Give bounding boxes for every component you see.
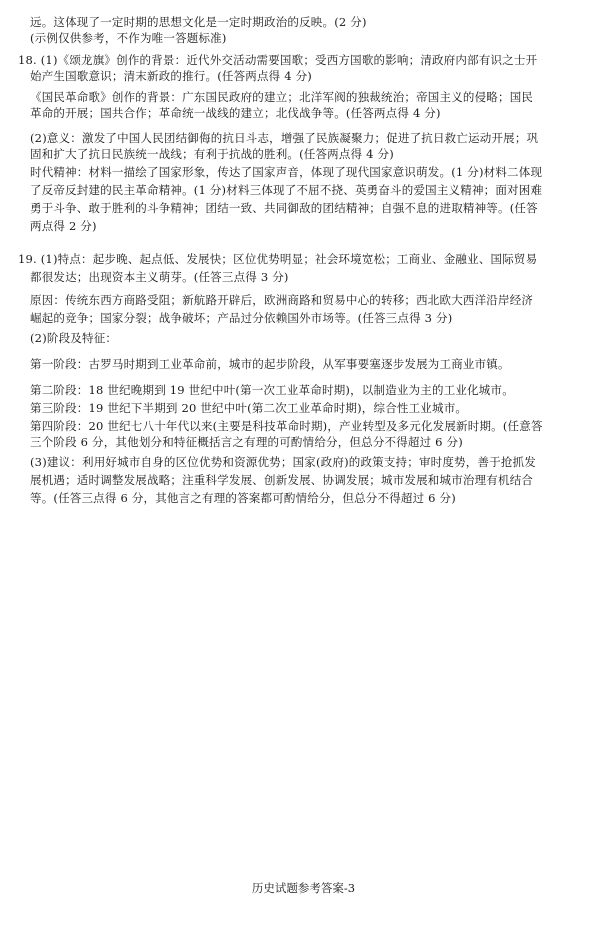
text-line: 远。这体现了一定时期的思想文化是一定时期政治的反映。(2 分): [30, 15, 367, 29]
text-line: 都很发达；出现资本主义萌芽。(任答三点得 3 分): [30, 270, 289, 284]
text-line: 固和扩大了抗日民族统一战线；有利于抗战的胜利。(任答两点得 4 分): [30, 147, 394, 161]
text-line: 第四阶段：20 世纪七八十年代以来(主要是科技革命时期)，产业转型及多元化发展新时期。(任意答: [30, 419, 543, 433]
text-line: 革命的开展；国共合作；革命统一战线的建立；北伐战争等。(任答两点得 4 分): [30, 106, 441, 120]
text-line: (2)阶段及特征：: [30, 331, 118, 345]
text-line: 第三阶段：19 世纪下半期到 20 世纪中叶(第二次工业革命时期)，综合性工业城市。: [30, 401, 468, 415]
text-line: 等。(任答三点得 6 分，其他言之有理的答案都可酌情给分，但总分不得超过 6 分): [30, 491, 456, 505]
text-line: 始产生国歌意识；清末新政的推行。(任答两点得 4 分): [30, 69, 312, 83]
text-line: 第二阶段：18 世纪晚期到 19 世纪中叶(第一次工业革命时期)，以制造业为主的工业化城市。: [30, 383, 514, 397]
question-19-line: 19. (1)特点：起步晚、起点低、发展快；区位优势明显；社会环境宽松；工商业、金融业、国际贸易: [18, 252, 538, 266]
text-line: (3)建议：利用好城市自身的区位优势和资源优势；国家(政府)的政策支持；审时度势，善于抢抓发: [30, 455, 536, 469]
page-footer: 历史试题参考答案-3: [251, 881, 356, 895]
text-line: 时代精神：材料一描绘了国家形象，传达了国家声音，体现了现代国家意识萌发。(1 分)材料二体现: [30, 165, 543, 179]
text-line: 《国民革命歌》创作的背景：广东国民政府的建立；北洋军阀的独裁统治；帝国主义的侵略；国民: [30, 90, 534, 104]
text-line: (2)意义：激发了中国人民团结御侮的抗日斗志，增强了民族凝聚力；促进了抗日救亡运动开展；巩: [30, 131, 539, 145]
text-line: (示例仅供参考，不作为唯一答题标准): [30, 31, 227, 45]
text-line: 勇于斗争、敢于胜利的斗争精神；团结一致、共同御敌的团结精神；自强不息的进取精神等。(任答: [30, 201, 538, 215]
text-line: 原因：传统东西方商路受阻；新航路开辟后，欧洲商路和贸易中心的转移；西北欧大西洋沿岸经济: [30, 293, 534, 307]
text-line: 崛起的竞争；国家分裂；战争破坏；产品过分依赖国外市场等。(任答三点得 3 分): [30, 311, 453, 325]
text-line: 两点得 2 分): [30, 219, 97, 233]
question-18-line: 18. (1)《颂龙旗》创作的背景：近代外交活动需要国歌；受西方国歌的影响；清政府内部有识之士开: [18, 53, 538, 67]
text-line: 三个阶段 6 分，其他划分和特征概括言之有理的可酌情给分，但总分不得超过 6 分): [30, 435, 463, 449]
text-line: 了反帝反封建的民主革命精神。(1 分)材料三体现了不屈不挠、英勇奋斗的爱国主义精神；面对困难: [30, 183, 543, 197]
text-line: 展机遇；适时调整发展战略；注重科学发展、创新发展、协调发展；城市发展和城市治理有机结合: [30, 473, 534, 487]
text-line: 第一阶段：古罗马时期到工业革命前，城市的起步阶段，从军事要塞逐步发展为工商业市镇。: [30, 357, 510, 371]
